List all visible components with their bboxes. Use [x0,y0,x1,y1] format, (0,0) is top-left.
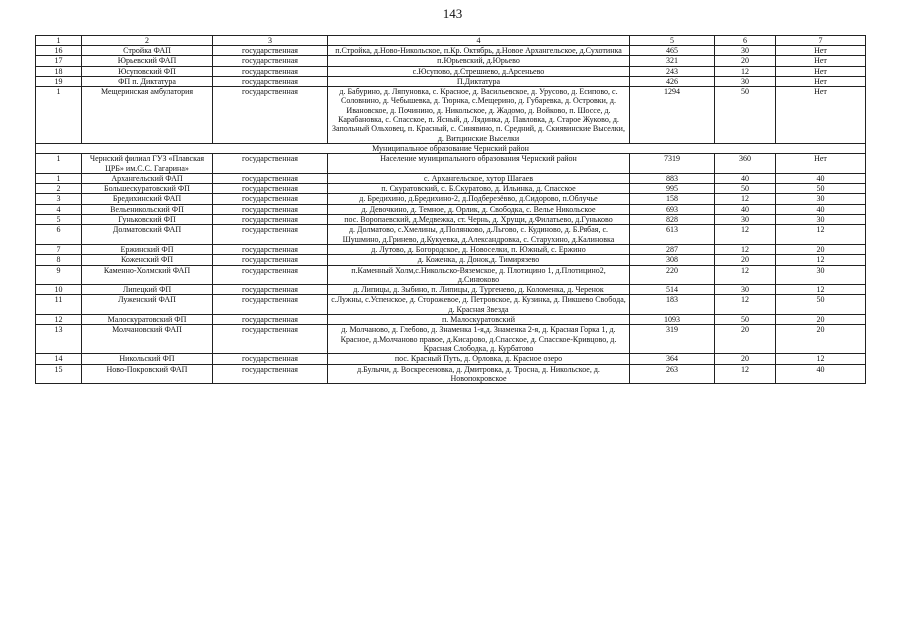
column-number: 3 [213,36,328,46]
beds-value: 50 [776,184,866,194]
facility-name: Никольский ФП [82,354,213,364]
table-row [36,173,866,183]
row-number: 8 [36,255,82,265]
population-count: 693 [630,204,715,214]
service-area: д. Долматово, с.Хмелины, д.Полянково, д.Льгово, с. Кудиново, д. Б.Рябая, с. Шушмино, д.Гринево, д.Кукуевка, д.Александровка, с. Старухино, д.Калиновка [328,225,630,245]
population-count: 183 [630,295,715,315]
beds-value: 12 [776,255,866,265]
ownership-form: государственная [213,364,328,384]
table-body [36,36,866,384]
staff-count: 12 [715,364,776,384]
row-number: 17 [36,56,82,66]
population-count: 287 [630,244,715,254]
staff-count: 50 [715,315,776,325]
population-count: 995 [630,184,715,194]
table-row [36,46,866,56]
population-count: 1294 [630,87,715,144]
facility-name: Гуньковский ФП [82,215,213,225]
service-area: с. Архангельское, хутор Шагаев [328,173,630,183]
ownership-form: государственная [213,215,328,225]
service-area: п.Каменный Холм,с.Никольско-Вяземское, д. Плотицино 1, д.Плотицино2, д.Синюково [328,265,630,285]
beds-value: Нет [776,56,866,66]
row-number: 18 [36,66,82,76]
row-number: 5 [36,215,82,225]
facility-name: Вельеникольский ФП [82,204,213,214]
facility-name: Юсуповский ФП [82,66,213,76]
population-count: 426 [630,76,715,86]
table-row [36,66,866,76]
table-row [36,244,866,254]
staff-count: 30 [715,215,776,225]
service-area: п. Малоскуратовский [328,315,630,325]
staff-count: 40 [715,204,776,214]
staff-count: 30 [715,76,776,86]
table-row [36,315,866,325]
table-row [36,255,866,265]
service-area: д. Коженка, д. Донок,д. Тимирязево [328,255,630,265]
staff-count: 12 [715,244,776,254]
beds-value: 12 [776,354,866,364]
facility-name: Большескуратовский ФП [82,184,213,194]
population-count: 321 [630,56,715,66]
table-row [36,225,866,245]
population-count: 828 [630,215,715,225]
population-count: 465 [630,46,715,56]
row-number: 14 [36,354,82,364]
ownership-form: государственная [213,194,328,204]
ownership-form: государственная [213,154,328,174]
row-number: 9 [36,265,82,285]
facility-name: Долматовский ФАП [82,225,213,245]
row-number: 1 [36,87,82,144]
population-count: 308 [630,255,715,265]
staff-count: 50 [715,87,776,144]
beds-value: 12 [776,225,866,245]
service-area: п.Юрьевский, д.Юрьево [328,56,630,66]
staff-count: 12 [715,295,776,315]
population-count: 514 [630,285,715,295]
population-count: 220 [630,265,715,285]
staff-count: 50 [715,184,776,194]
population-count: 613 [630,225,715,245]
facility-name: Ново-Покровский ФАП [82,364,213,384]
table-row [36,87,866,144]
ownership-form: государственная [213,184,328,194]
table-row [36,265,866,285]
beds-value: 20 [776,315,866,325]
row-number: 19 [36,76,82,86]
facility-name: Стройка ФАП [82,46,213,56]
ownership-form: государственная [213,225,328,245]
service-area: П.Диктатура [328,76,630,86]
beds-value: 12 [776,285,866,295]
table-row [36,194,866,204]
facility-name: Малоскуратовский ФП [82,315,213,325]
beds-value: 40 [776,173,866,183]
staff-count: 20 [715,255,776,265]
staff-count: 12 [715,265,776,285]
ownership-form: государственная [213,204,328,214]
beds-value: 50 [776,295,866,315]
facility-name: Архангельский ФАП [82,173,213,183]
beds-value: Нет [776,76,866,86]
service-area: пос. Воропаевский, д.Медвежка, ст. Чернь, д. Хрущи, д.Филатьево, д.Гуньково [328,215,630,225]
beds-value: 20 [776,244,866,254]
row-number: 10 [36,285,82,295]
beds-value: Нет [776,154,866,174]
ownership-form: государственная [213,173,328,183]
population-count: 319 [630,325,715,354]
table-row [36,154,866,174]
ownership-form: государственная [213,285,328,295]
facility-name: Каменно-Холмский ФАП [82,265,213,285]
column-number: 7 [776,36,866,46]
section-title: Муниципальное образование Чернский район [36,143,866,153]
row-number: 6 [36,225,82,245]
table-row [36,364,866,384]
service-area: пос. Красный Путь, д. Орловка, д. Красное озеро [328,354,630,364]
facility-name: Бредихинский ФАП [82,194,213,204]
table-row [36,354,866,364]
table-row [36,325,866,354]
page-number: 143 [442,6,463,21]
beds-value: 40 [776,364,866,384]
column-number: 5 [630,36,715,46]
population-count: 158 [630,194,715,204]
ownership-form: государственная [213,255,328,265]
staff-count: 12 [715,194,776,204]
facility-name: Липецкий ФП [82,285,213,295]
ownership-form: государственная [213,244,328,254]
service-area: п.Стройка, д.Ново-Никольское, п.Кр. Октябрь, д.Новое Архангельское, д.Сухотинка [328,46,630,56]
population-count: 1093 [630,315,715,325]
service-area: д. Бредихино, д.Бредихино-2, д.Подберезёвво, д.Сидорово, п.Облучье [328,194,630,204]
staff-count: 20 [715,56,776,66]
ownership-form: государственная [213,66,328,76]
ownership-form: государственная [213,315,328,325]
ownership-form: государственная [213,76,328,86]
facility-name: Коженский ФП [82,255,213,265]
column-number: 2 [82,36,213,46]
table-row [36,184,866,194]
table-row [36,215,866,225]
beds-value: 30 [776,215,866,225]
row-number: 1 [36,154,82,174]
facility-name: Юрьевский ФАП [82,56,213,66]
staff-count: 20 [715,325,776,354]
staff-count: 12 [715,66,776,76]
row-number: 15 [36,364,82,384]
staff-count: 40 [715,173,776,183]
column-number-row [36,36,866,46]
section-row [36,143,866,153]
service-area: с.Юсупово, д.Стрешнево, д.Арсеньево [328,66,630,76]
row-number: 4 [36,204,82,214]
beds-value: Нет [776,66,866,76]
ownership-form: государственная [213,325,328,354]
service-area: д. Девочкино, д. Темное, д. Орлик, д. Свободка, с. Вельe Никольское [328,204,630,214]
facility-name: Ержинский ФП [82,244,213,254]
row-number: 2 [36,184,82,194]
table-row [36,204,866,214]
row-number: 3 [36,194,82,204]
row-number: 7 [36,244,82,254]
facility-name: Молчановский ФАП [82,325,213,354]
ownership-form: государственная [213,87,328,144]
beds-value: 20 [776,325,866,354]
table-row [36,56,866,66]
beds-value: Нет [776,46,866,56]
ownership-form: государственная [213,265,328,285]
staff-count: 20 [715,354,776,364]
row-number: 16 [36,46,82,56]
ownership-form: государственная [213,46,328,56]
beds-value: 30 [776,194,866,204]
staff-count: 30 [715,46,776,56]
population-count: 883 [630,173,715,183]
staff-count: 360 [715,154,776,174]
service-area: д. Липицы, д. Зыбино, п. Липицы, д. Тургенево, д. Коломенка, д. Черенок [328,285,630,295]
ownership-form: государственная [213,56,328,66]
registry-table [35,35,866,384]
service-area: д. Молчаново, д. Глебово, д. Знаменка 1-я,д. Знаменка 2-я, д. Красная Горка 1, д. Красное, д.Молчаново правое, д.Кисарово, д.Спасское, д. Спасское-Кривцово, д. Красная Слободка, д. Курбатово [328,325,630,354]
service-area: Население муниципального образования Чернский район [328,154,630,174]
row-number: 1 [36,173,82,183]
service-area: с.Лужны, с.Успенское, д. Сторожевое, д. Петровское, д. Кузинка, д. Пикшево Свобода, д. Красная Звезда [328,295,630,315]
column-number: 1 [36,36,82,46]
column-number: 6 [715,36,776,46]
population-count: 364 [630,354,715,364]
table-row [36,295,866,315]
population-count: 7319 [630,154,715,174]
facility-name: Луженский ФАП [82,295,213,315]
service-area: д. Бабурино, д. Ляпуновка, с. Красное, д. Васильевское, д. Урусово, д. Есипово, с. Соловнино, д. Чебышевка, д. Тюрнка, с.Мещерино, д. Губаревка, д. Островки, д. Ивановское, д. Починино, д. Никольское, д. Жадомо, д. Войково, п. Шоссе, д. Карабановка, с. Спасское, п. Ясный, д. Лядинка, д. Павловка, д. Старое Жуково, д. Запольный Ольховец, п. Красный, с. Синявино, п. Средний, д. Скиявинские Выселки, д. Витцинские Выселки [328,87,630,144]
staff-count: 30 [715,285,776,295]
row-number: 11 [36,295,82,315]
facility-name: Чернский филиал ГУЗ «Плавская ЦРБ» им.С.С. Гагарина» [82,154,213,174]
facility-name: ФП п. Диктатура [82,76,213,86]
row-number: 12 [36,315,82,325]
ownership-form: государственная [213,295,328,315]
staff-count: 12 [715,225,776,245]
population-count: 263 [630,364,715,384]
table-row [36,285,866,295]
service-area: д.Булычи, д. Воскресеновка, д. Дмитровка, д. Тросна, д. Никольское, д. Новопокровское [328,364,630,384]
service-area: п. Скуратовский, с. Б.Скуратово, д. Ильинка, д. Спасское [328,184,630,194]
population-count: 243 [630,66,715,76]
row-number: 13 [36,325,82,354]
beds-value: 30 [776,265,866,285]
beds-value: Нет [776,87,866,144]
beds-value: 40 [776,204,866,214]
ownership-form: государственная [213,354,328,364]
table-row [36,76,866,86]
service-area: д. Лутово, д. Богородское, д. Новоселки, п. Южный, с. Ержино [328,244,630,254]
column-number: 4 [328,36,630,46]
facility-name: Мещеринская амбулатория [82,87,213,144]
